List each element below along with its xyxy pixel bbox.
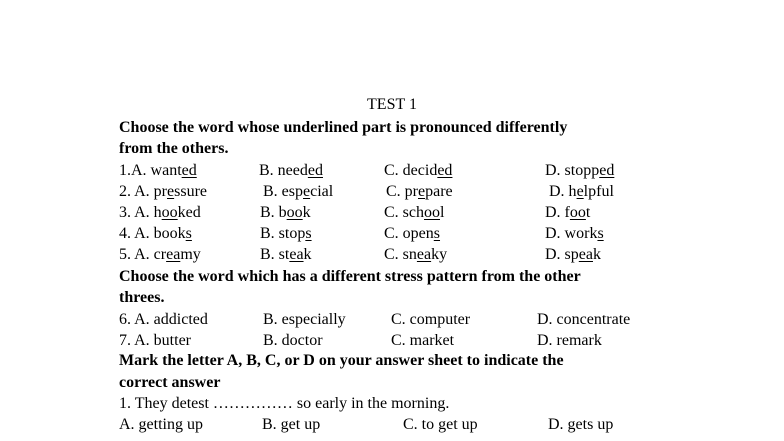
q7-option-d: D. remark [537, 332, 602, 349]
section3-instruction-line1: Mark the letter A, B, C, or D on your answer sheet to indicate the [119, 352, 564, 369]
q2-option-c: C. prepare [386, 183, 453, 200]
q4-option-d: D. works [545, 225, 604, 242]
q5-option-c: C. sneaky [384, 246, 448, 263]
q3-option-b: B. book [260, 204, 311, 221]
q1-option-a: 1.A. wanted [119, 162, 197, 179]
q2-option-b: B. especial [263, 183, 334, 200]
q4-option-c: C. opens [384, 225, 441, 242]
q7-option-c: C. market [391, 332, 455, 349]
q5-option-d: D. speak [545, 246, 601, 263]
q4-option-a: 4. A. books [119, 225, 192, 242]
q7-option-a: 7. A. butter [119, 332, 191, 349]
q3-option-c: C. school [384, 204, 445, 221]
question-1-option-d: D. gets up [548, 416, 614, 433]
q6-option-d: D. concentrate [537, 311, 631, 328]
question-1-option-c: C. to get up [403, 416, 478, 433]
q5-option-b: B. steak [260, 246, 312, 263]
section2-instruction-line2: threes. [119, 289, 165, 306]
q6-option-b: B. especially [263, 311, 346, 328]
q4-option-b: B. stops [260, 225, 312, 242]
question-1-stem: 1. They detest …………… so early in the morning. [119, 395, 450, 412]
section2-instruction-line1: Choose the word which has a different stress pattern from the other [119, 268, 581, 285]
question-1-option-a: A. getting up [119, 416, 203, 433]
section3-instruction-line2: correct answer [119, 374, 221, 391]
q2-option-d: D. helpful [549, 183, 614, 200]
section1-instruction-line1: Choose the word whose underlined part is pronounced differently [119, 119, 568, 136]
q2-option-a: 2. A. pressure [119, 183, 207, 200]
q7-option-b: B. doctor [263, 332, 323, 349]
q5-option-a: 5. A. creamy [119, 246, 201, 263]
question-1-option-b: B. get up [262, 416, 321, 433]
q1-option-b: B. needed [259, 162, 323, 179]
test-title: TEST 1 [367, 96, 417, 113]
q3-option-d: D. foot [545, 204, 591, 221]
section1-instruction-line2: from the others. [119, 140, 229, 157]
q1-option-d: D. stopped [545, 162, 615, 179]
q6-option-c: C. computer [391, 311, 471, 328]
q1-option-c: C. decided [384, 162, 453, 179]
q3-option-a: 3. A. hooked [119, 204, 201, 221]
q6-option-a: 6. A. addicted [119, 311, 208, 328]
